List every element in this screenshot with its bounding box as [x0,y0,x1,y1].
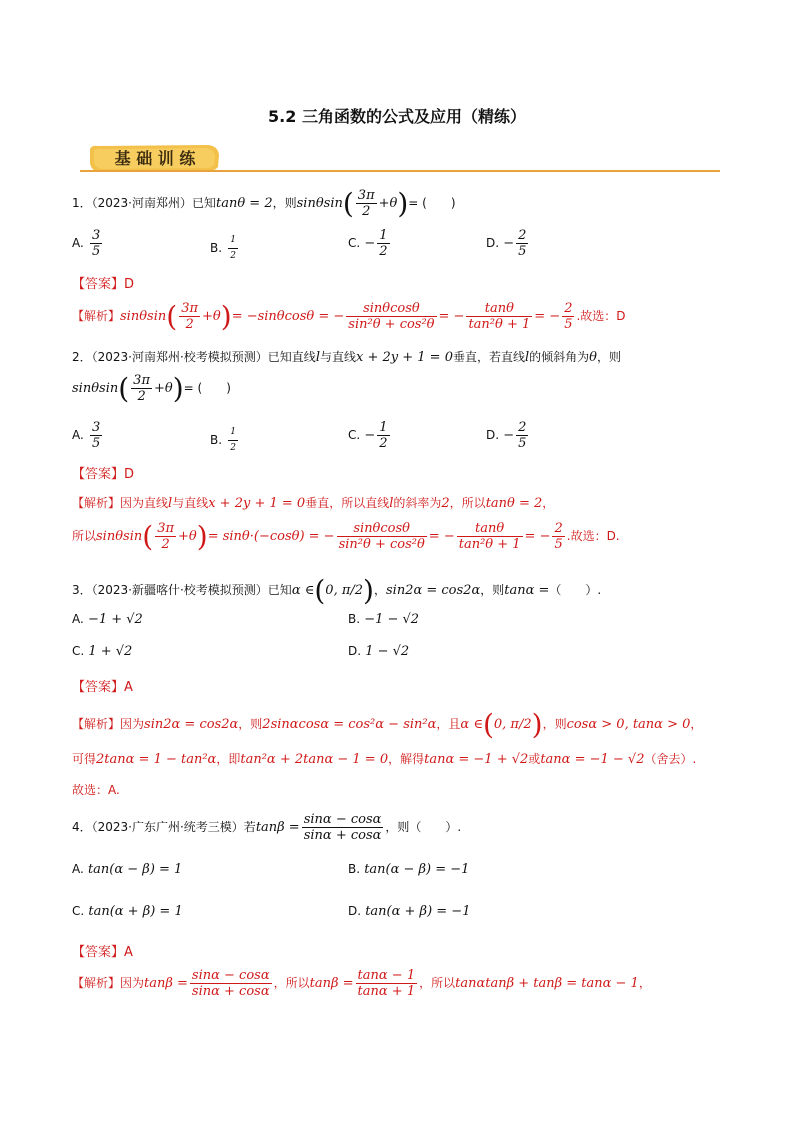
q2-option-a: A. $\frac{3}{5}$ [72,420,101,451]
q3-solution-line1: 【解析】因为sin2α = cos2α，则2sinαcosα = cos²α − sin²α，且α ∈(0, π/2)，则cosα > 0, tanα > 0， [72,708,703,741]
q1-blank: = ( ) [408,196,456,210]
q1-expr-tail: +θ [378,196,398,211]
q1-option-d: D. − $\frac{2}{5}$ [486,228,527,259]
q1-option-a: A. $\frac{3}{5}$ [72,228,101,259]
q2-option-b: B. $\frac{1}{2}$ [210,427,236,453]
q3-stem: 3．（2023·新疆喀什·校考模拟预测）已知α ∈(0, π/2)，sin2α = cos2α，则tanα =（ ）. [72,574,602,607]
q3-option-d: D. 1 − √2 [348,644,410,659]
q1-stem: 1．（2023·河南郑州）已知tanθ = 2，则sinθsin( $\frac{3\pi}{2}$ +θ)= ( ) [72,187,456,220]
q4-option-c: C. tan(α + β) = 1 [72,904,183,919]
q2-option-d: D. − $\frac{2}{5}$ [486,420,527,451]
section-divider [80,170,720,172]
q1-option-c: C. − $\frac{1}{2}$ [348,228,388,259]
q1-answer: 【答案】D [72,277,135,292]
q4-answer: 【答案】A [72,945,133,960]
q1-frac-den: 2 [362,204,371,219]
q1-frac-num: 3π [357,188,375,203]
q3-option-a: A. −1 + √2 [72,612,143,627]
q4-option-d: D. tan(α + β) = −1 [348,904,471,919]
q1-prefix: 1．（2023·河南郑州）已知 [72,196,216,210]
q1-expr: sinθsin [296,196,343,211]
q2-stem-line1: 2．（2023·河南郑州·校考模拟预测）已知直线l与直线x + 2y + 1 = 0垂直，若直线l的倾斜角为θ，则 [72,350,622,365]
q4-stem: 4．（2023·广东广州·统考三模）若tanβ = $\frac{\sin\alpha - \cos\alpha}{\sin\alpha + \cos\alpha}$ ，则（ ）. [72,812,462,843]
page-title: 5.2 三角函数的公式及应用（精练） [268,107,526,126]
q1-option-b: B. $\frac{1}{2}$ [210,235,236,261]
q3-option-b: B. −1 − √2 [348,612,420,627]
q4-option-a: A. tan(α − β) = 1 [72,862,183,877]
q2-solution-line2: 所以sinθsin( $\frac{3\pi}{2}$ +θ)= sinθ·(−cosθ) = − $\frac{\sin\theta\cos\theta}{\text{sin²θ + cos²θ}}$ = − $\frac{\tan\theta}{\text{tan²θ + 1}}$ = − $\frac{2}{5}$ .故选：D. [72,520,620,553]
q1-connector: ，则 [272,196,297,210]
q2-option-c: C. − $\frac{1}{2}$ [348,420,388,451]
q4-option-b: B. tan(α − β) = −1 [348,862,470,877]
q3-solution-line2: 可得2tanα = 1 − tan²α，即tan²α + 2tanα − 1 = 0，解得tanα = −1 + √2或tanα = −1 − √2（舍去）. [72,752,697,767]
q3-answer: 【答案】A [72,680,133,695]
q2-answer: 【答案】D [72,467,135,482]
q2-stem-line2: sinθsin( $\frac{3\pi}{2}$ +θ)= ( ) [72,372,231,405]
section-banner [88,143,222,173]
section-banner-text: 基 础 训 练 [114,149,196,168]
q1-solution: 【解析】sinθsin( $\frac{3\pi}{2}$ +θ)= −sinθcosθ = − $\frac{\sin\theta\cos\theta}{\text{sin²θ + cos²θ}}$ = − $\frac{\tan\theta}{\text{tan²θ + 1}}$ = − $\frac{2}{5}$ .故选：D [72,300,626,333]
q1-condition: tanθ = 2 [216,196,273,211]
q3-solution-line3: 故选：A. [72,783,120,797]
q2-solution-line1: 【解析】因为直线l与直线x + 2y + 1 = 0垂直，所以直线l的斜率为2，所以tanθ = 2， [72,496,555,511]
q3-option-c: C. 1 + √2 [72,644,133,659]
q4-solution: 【解析】因为tanβ = $\frac{\sin\alpha - \cos\alpha}{\sin\alpha + \cos\alpha}$ ，所以tanβ = $\frac{\tan\alpha - 1}{\tan\alpha + 1}$ ，所以tanαtanβ + tanβ = tanα − 1， [72,968,651,999]
